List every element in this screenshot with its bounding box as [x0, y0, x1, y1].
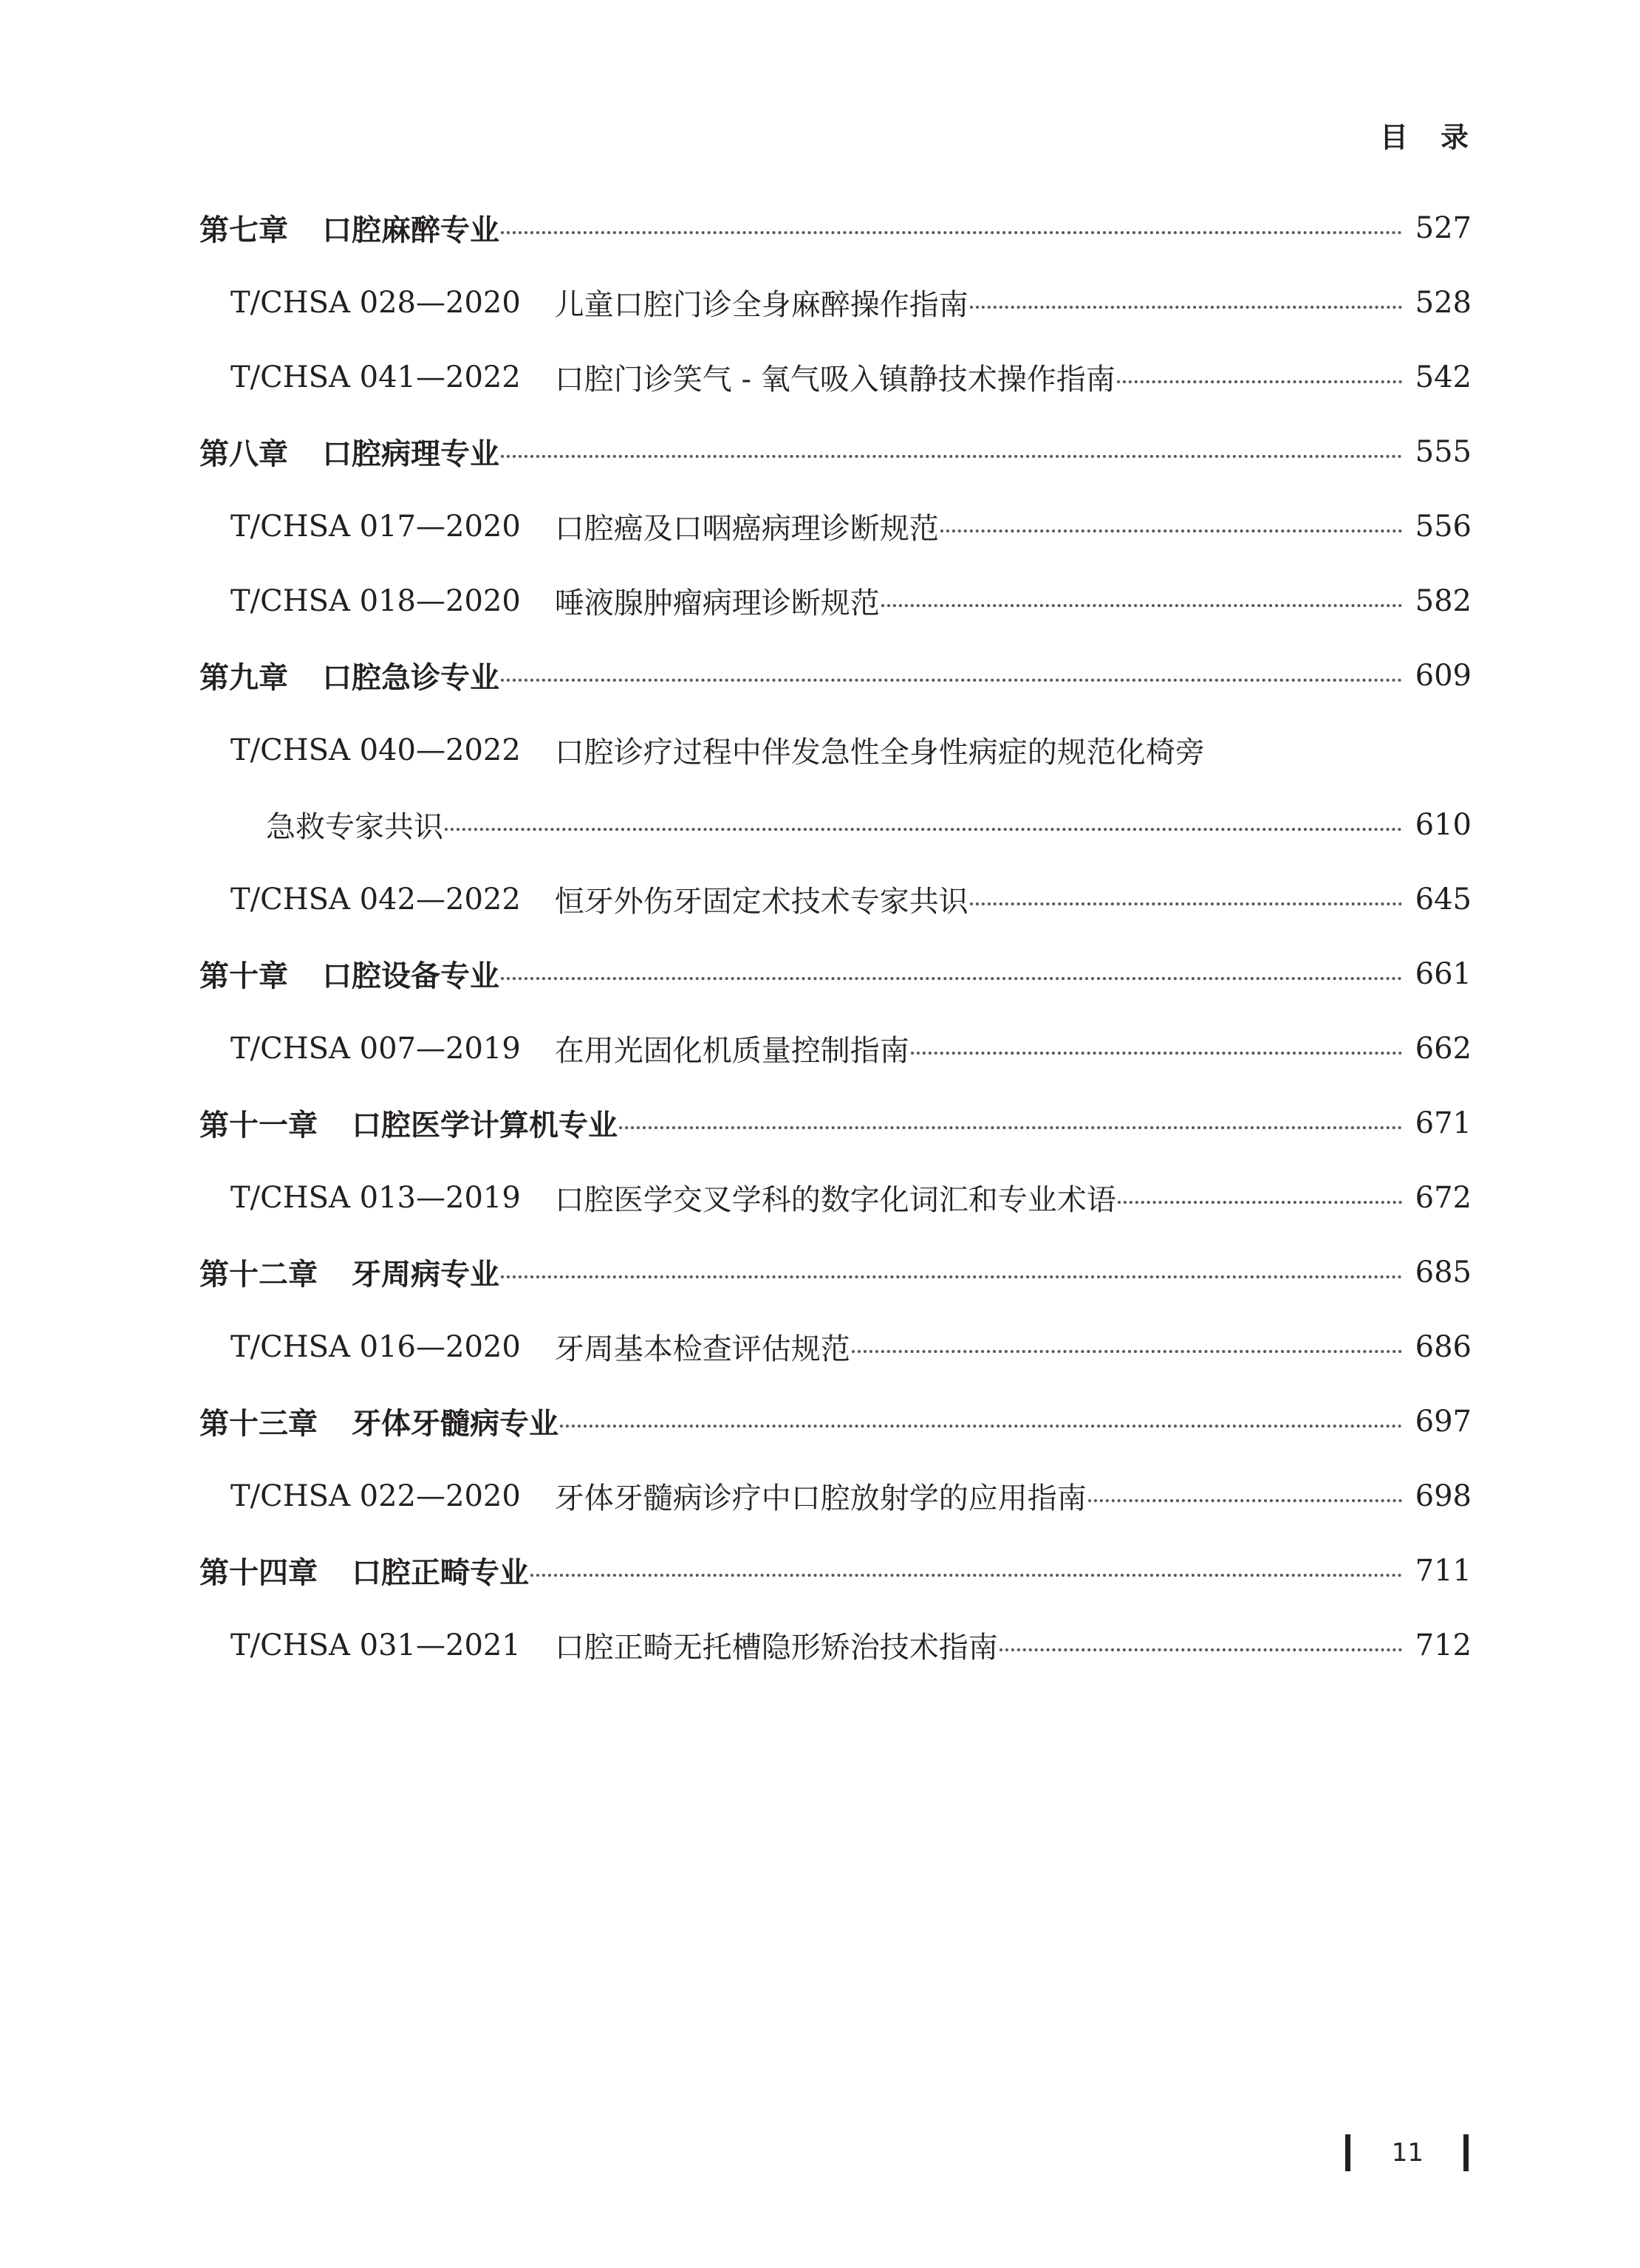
chapter-number: 第九章 [199, 661, 288, 695]
entry-title: 在用光固化机质量控制指南 [554, 1034, 909, 1068]
toc-standard-entry [199, 340, 1472, 414]
toc-standard-entry [199, 1459, 1472, 1533]
page-ref: 610 [1415, 807, 1472, 842]
toc-chapter-entry [199, 638, 1472, 713]
entry-title: 牙体牙髓病诊疗中口腔放射学的应用指南 [554, 1481, 1087, 1515]
page-ref: 662 [1415, 1031, 1472, 1066]
entry-title: 口腔诊疗过程中伴发急性全身性病症的规范化椅旁 [554, 736, 1205, 770]
page-ref: 609 [1415, 658, 1472, 693]
page-ref: 528 [1415, 285, 1472, 320]
chapter-number: 第十四章 [199, 1556, 318, 1590]
page-footer [1345, 2134, 1469, 2171]
standard-code: T/CHSA 022—2020 [230, 1479, 521, 1513]
standard-code: T/CHSA 040—2022 [230, 733, 521, 767]
toc-standard-entry [199, 489, 1472, 563]
page-ref: 661 [1415, 956, 1472, 991]
entry-title: 口腔门诊笑气 - 氧气吸入镇静技术操作指南 [554, 363, 1115, 397]
toc-standard-entry [199, 1608, 1472, 1682]
page-ref: 555 [1415, 434, 1472, 469]
page-number: 11 [1391, 2138, 1424, 2168]
page-ref: 527 [1415, 210, 1472, 245]
toc-standard-entry [199, 1160, 1472, 1235]
entry-title: 口腔病理专业 [322, 437, 499, 471]
page-ref: 711 [1415, 1553, 1472, 1588]
entry-title: 牙周基本检查评估规范 [554, 1332, 850, 1366]
chapter-number: 第八章 [199, 437, 288, 471]
footer-bar-left [1345, 2134, 1350, 2171]
dot-leader [970, 902, 1402, 905]
toc-standard-entry [199, 563, 1472, 638]
dot-leader [501, 977, 1402, 980]
entry-title: 口腔正畸专业 [352, 1556, 529, 1590]
standard-code: T/CHSA 042—2022 [230, 882, 521, 917]
dot-leader [1117, 380, 1402, 383]
entry-title: 口腔医学交叉学科的数字化词汇和专业术语 [554, 1183, 1116, 1217]
toc-chapter-entry [199, 191, 1472, 265]
dot-leader [881, 604, 1402, 607]
toc-chapter-entry [199, 1533, 1472, 1608]
page-ref: 712 [1415, 1628, 1472, 1662]
toc-chapter-entry [199, 1235, 1472, 1309]
dot-leader [560, 1425, 1402, 1428]
toc-chapter-entry [199, 1384, 1472, 1459]
standard-code: T/CHSA 031—2021 [230, 1628, 521, 1662]
standard-code: T/CHSA 018—2020 [230, 583, 521, 618]
chapter-number: 第十三章 [199, 1407, 318, 1441]
running-head-title: 目录 [1379, 121, 1501, 154]
dot-leader [530, 1574, 1402, 1577]
entry-title: 口腔医学计算机专业 [352, 1109, 618, 1142]
page-ref: 686 [1415, 1329, 1472, 1364]
standard-code: T/CHSA 007—2019 [230, 1031, 521, 1066]
page-ref: 556 [1415, 509, 1472, 544]
dot-leader [619, 1126, 1402, 1129]
toc-standard-entry [199, 713, 1472, 787]
entry-title: 恒牙外伤牙固定术技术专家共识 [554, 885, 968, 919]
dot-leader [445, 828, 1402, 831]
dot-leader [940, 530, 1402, 532]
entry-title: 牙周病专业 [352, 1258, 499, 1292]
page-ref: 582 [1415, 583, 1472, 618]
entry-title: 口腔急诊专业 [322, 661, 499, 695]
standard-code: T/CHSA 017—2020 [230, 509, 521, 544]
dot-leader [911, 1052, 1402, 1055]
entry-title: 唾液腺肿瘤病理诊断规范 [554, 586, 880, 620]
standard-code: T/CHSA 013—2019 [230, 1180, 521, 1215]
dot-leader [501, 231, 1402, 234]
table-of-contents [199, 191, 1472, 1682]
toc-standard-entry [199, 265, 1472, 340]
entry-title: 口腔麻醉专业 [322, 213, 499, 247]
standard-code: T/CHSA 041—2022 [230, 360, 521, 394]
entry-title: 牙体牙髓病专业 [352, 1407, 558, 1441]
dot-leader [1118, 1201, 1402, 1204]
dot-leader [970, 306, 1402, 309]
chapter-number: 第十章 [199, 959, 288, 993]
page-ref: 671 [1415, 1106, 1472, 1140]
toc-chapter-entry [199, 936, 1472, 1011]
page-ref: 672 [1415, 1180, 1472, 1215]
dot-leader [501, 1275, 1402, 1278]
dot-leader [852, 1350, 1402, 1353]
standard-code: T/CHSA 028—2020 [230, 285, 521, 320]
toc-chapter-entry [199, 1086, 1472, 1160]
entry-title: 口腔癌及口咽癌病理诊断规范 [554, 512, 939, 546]
entry-title: 口腔正畸无托槽隐形矫治技术指南 [554, 1631, 998, 1665]
entry-title: 口腔设备专业 [322, 959, 499, 993]
chapter-number: 第十二章 [199, 1258, 318, 1292]
dot-leader [501, 679, 1402, 682]
chapter-number: 第十一章 [199, 1109, 318, 1142]
toc-standard-entry [199, 1309, 1472, 1384]
entry-title: 儿童口腔门诊全身麻醉操作指南 [554, 288, 968, 322]
dot-leader [1088, 1499, 1402, 1502]
toc-standard-entry [199, 787, 1472, 862]
toc-chapter-entry [199, 414, 1472, 489]
footer-bar-right [1463, 2134, 1469, 2171]
toc-standard-entry [199, 862, 1472, 936]
page-ref: 685 [1415, 1255, 1472, 1289]
dot-leader [1000, 1648, 1402, 1651]
toc-standard-entry [199, 1011, 1472, 1086]
page-ref: 697 [1415, 1404, 1472, 1439]
page-ref: 542 [1415, 360, 1472, 394]
page-ref: 698 [1415, 1479, 1472, 1513]
dot-leader [501, 455, 1402, 458]
standard-code: T/CHSA 016—2020 [230, 1329, 521, 1364]
chapter-number: 第七章 [199, 213, 288, 247]
entry-title: 急救专家共识 [266, 810, 443, 844]
page-ref: 645 [1415, 882, 1472, 917]
